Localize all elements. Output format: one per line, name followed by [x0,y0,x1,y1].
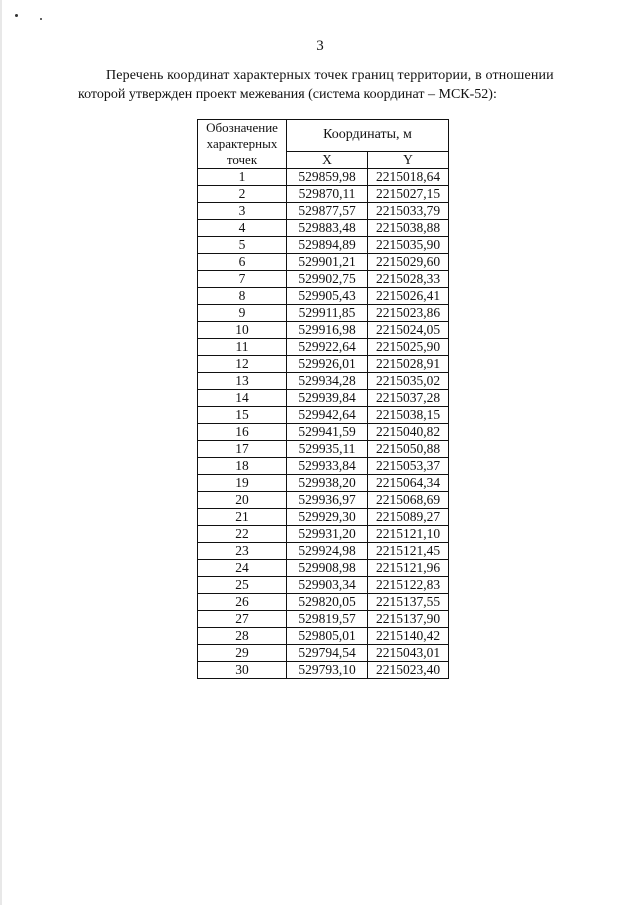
point-number-cell: 16 [198,424,287,441]
coordinates-table [197,119,449,679]
point-number-cell: 6 [198,254,287,271]
x-coordinate-cell: 529931,20 [287,526,368,543]
table-row [198,203,449,220]
table-row [198,645,449,662]
x-coordinate-cell: 529924,98 [287,543,368,560]
x-coordinate-cell: 529926,01 [287,356,368,373]
table-row [198,543,449,560]
y-coordinate-cell: 2215018,64 [368,169,449,186]
y-coordinate-cell: 2215089,27 [368,509,449,526]
x-coordinate-cell: 529901,21 [287,254,368,271]
point-number-cell: 27 [198,611,287,628]
x-coordinate-cell: 529938,20 [287,475,368,492]
table-row [198,237,449,254]
point-number-cell: 14 [198,390,287,407]
y-coordinate-cell: 2215023,86 [368,305,449,322]
table-row [198,424,449,441]
point-number-cell: 13 [198,373,287,390]
x-coordinate-cell: 529922,64 [287,339,368,356]
y-coordinate-cell: 2215053,37 [368,458,449,475]
point-number-cell: 15 [198,407,287,424]
x-coordinate-cell: 529819,57 [287,611,368,628]
y-coordinate-cell: 2215027,15 [368,186,449,203]
table-row [198,441,449,458]
y-coordinate-cell: 2215050,88 [368,441,449,458]
heading-line-2: которой утвержден проект межевания (система координат – МСК-52): [78,87,497,102]
page-number: 3 [316,38,324,54]
x-coordinate-cell: 529905,43 [287,288,368,305]
table-row [198,526,449,543]
y-coordinate-cell: 2215028,33 [368,271,449,288]
point-number-cell: 28 [198,628,287,645]
point-number-cell: 12 [198,356,287,373]
x-coordinate-cell: 529870,11 [287,186,368,203]
y-coordinate-cell: 2215043,01 [368,645,449,662]
table-row [198,220,449,237]
y-coordinate-cell: 2215025,90 [368,339,449,356]
y-coordinate-cell: 2215028,91 [368,356,449,373]
x-coordinate-cell: 529934,28 [287,373,368,390]
y-coordinate-cell: 2215121,10 [368,526,449,543]
x-coordinate-cell: 529883,48 [287,220,368,237]
point-number-cell: 4 [198,220,287,237]
x-coordinate-cell: 529859,98 [287,169,368,186]
table-row [198,628,449,645]
x-coordinate-cell: 529793,10 [287,662,368,679]
y-coordinate-cell: 2215121,45 [368,543,449,560]
y-coordinate-cell: 2215035,02 [368,373,449,390]
x-coordinate-cell: 529916,98 [287,322,368,339]
table-header-row [198,120,449,152]
table-row [198,373,449,390]
table-row [198,288,449,305]
x-coordinate-cell: 529820,05 [287,594,368,611]
scan-speck [15,14,18,17]
x-coordinate-cell: 529941,59 [287,424,368,441]
y-coordinate-cell: 2215038,15 [368,407,449,424]
document-heading [78,66,580,104]
table-row [198,322,449,339]
table-row [198,492,449,509]
table-row [198,169,449,186]
x-coordinate-cell: 529908,98 [287,560,368,577]
point-number-cell: 22 [198,526,287,543]
point-number-cell: 25 [198,577,287,594]
x-coordinate-cell: 529942,64 [287,407,368,424]
point-number-cell: 20 [198,492,287,509]
table-row [198,662,449,679]
x-coordinate-cell: 529933,84 [287,458,368,475]
point-column-header-label: Обозначение характерных точек [206,120,278,167]
point-number-cell: 24 [198,560,287,577]
table-row [198,339,449,356]
scan-edge [0,0,2,905]
point-number-cell: 8 [198,288,287,305]
table-row [198,560,449,577]
table-row [198,458,449,475]
y-coordinate-cell: 2215137,55 [368,594,449,611]
y-coordinate-cell: 2215024,05 [368,322,449,339]
table-row [198,407,449,424]
table-row [198,509,449,526]
table-body [198,169,449,679]
y-coordinate-cell: 2215064,34 [368,475,449,492]
point-number-cell: 17 [198,441,287,458]
y-coordinate-cell: 2215038,88 [368,220,449,237]
point-number-cell: 11 [198,339,287,356]
point-number-cell: 7 [198,271,287,288]
point-number-cell: 3 [198,203,287,220]
table-row [198,254,449,271]
table-row [198,611,449,628]
x-column-header: X [287,151,368,168]
point-number-cell: 26 [198,594,287,611]
x-coordinate-cell: 529805,01 [287,628,368,645]
x-coordinate-cell: 529936,97 [287,492,368,509]
point-number-cell: 1 [198,169,287,186]
y-coordinate-cell: 2215040,82 [368,424,449,441]
table-row [198,475,449,492]
y-coordinate-cell: 2215140,42 [368,628,449,645]
point-number-cell: 19 [198,475,287,492]
table-row [198,305,449,322]
y-coordinate-cell: 2215023,40 [368,662,449,679]
y-coordinate-cell: 2215121,96 [368,560,449,577]
x-coordinate-cell: 529894,89 [287,237,368,254]
point-number-cell: 30 [198,662,287,679]
x-coordinate-cell: 529929,30 [287,509,368,526]
y-coordinate-cell: 2215029,60 [368,254,449,271]
x-coordinate-cell: 529794,54 [287,645,368,662]
y-coordinate-cell: 2215122,83 [368,577,449,594]
x-coordinate-cell: 529903,34 [287,577,368,594]
x-coordinate-cell: 529911,85 [287,305,368,322]
coordinates-column-header: Координаты, м [287,120,449,152]
point-number-cell: 21 [198,509,287,526]
table-row [198,594,449,611]
point-number-cell: 18 [198,458,287,475]
y-coordinate-cell: 2215035,90 [368,237,449,254]
point-number-cell: 23 [198,543,287,560]
table-row [198,577,449,594]
y-column-header: Y [368,151,449,168]
scan-speck [40,18,42,20]
point-number-cell: 10 [198,322,287,339]
table-row [198,271,449,288]
y-coordinate-cell: 2215033,79 [368,203,449,220]
y-coordinate-cell: 2215037,28 [368,390,449,407]
x-coordinate-cell: 529939,84 [287,390,368,407]
heading-line-1: Перечень координат характерных точек границ территории, в отношении [106,68,554,83]
point-number-cell: 2 [198,186,287,203]
y-coordinate-cell: 2215026,41 [368,288,449,305]
point-column-header [198,120,287,169]
x-coordinate-cell: 529902,75 [287,271,368,288]
point-number-cell: 9 [198,305,287,322]
y-coordinate-cell: 2215068,69 [368,492,449,509]
y-coordinate-cell: 2215137,90 [368,611,449,628]
point-number-cell: 29 [198,645,287,662]
table-row [198,186,449,203]
table-row [198,390,449,407]
table-row [198,356,449,373]
point-number-cell: 5 [198,237,287,254]
x-coordinate-cell: 529877,57 [287,203,368,220]
x-coordinate-cell: 529935,11 [287,441,368,458]
